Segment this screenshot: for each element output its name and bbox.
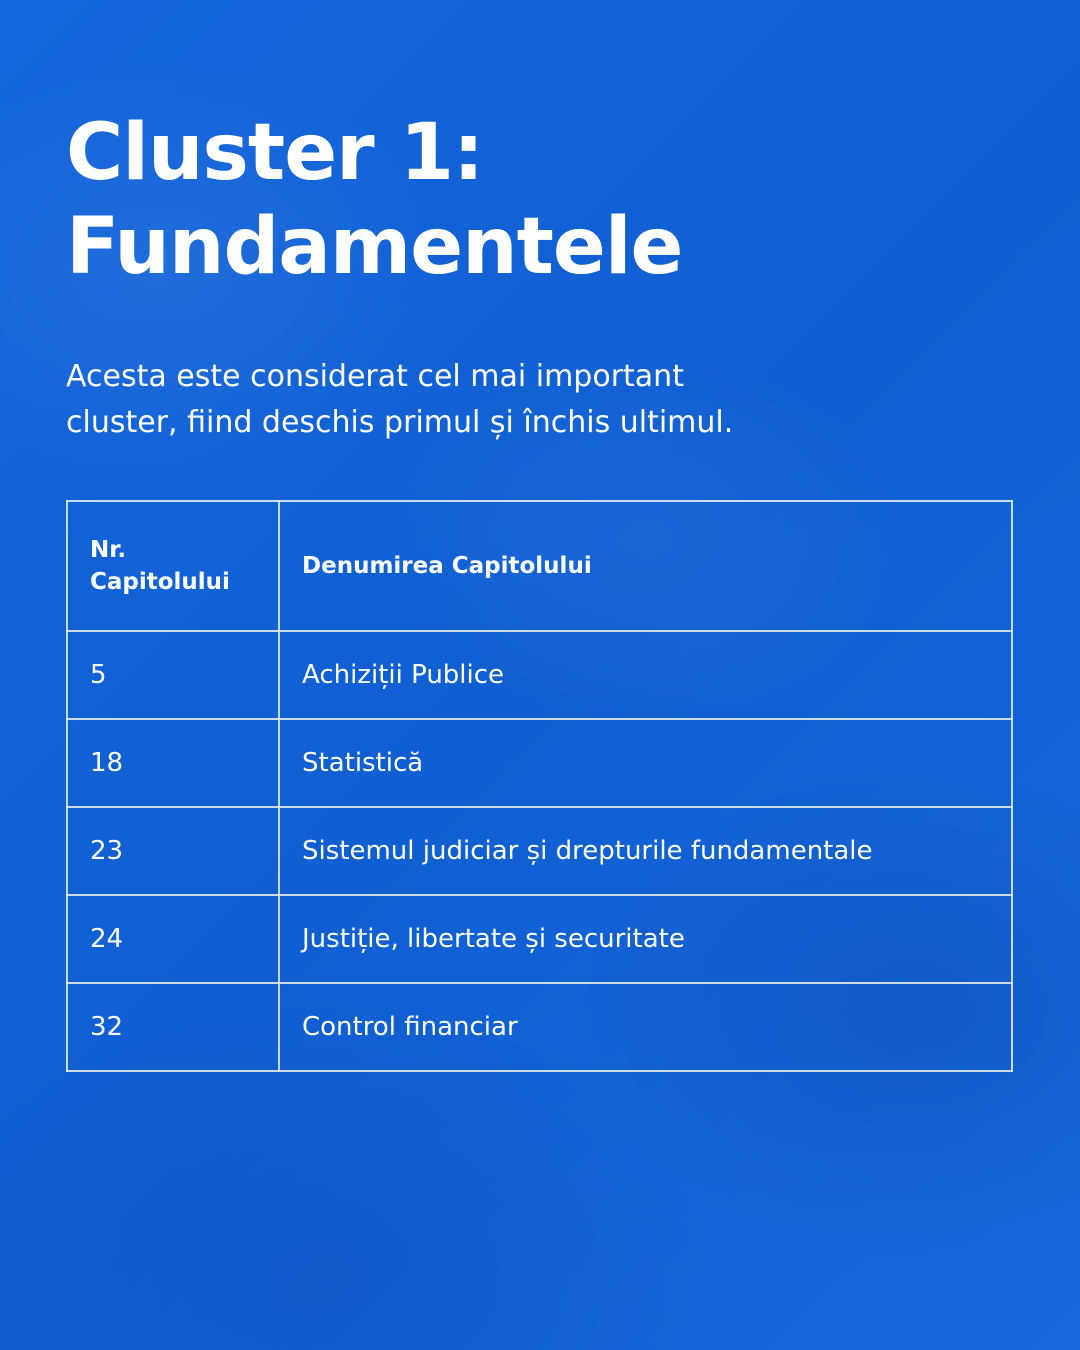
chapter-number: 32 <box>67 983 279 1071</box>
header-number-line-2: Capitolului <box>90 569 230 595</box>
chapter-name: Sistemul judiciar și drepturile fundamentale <box>279 807 1012 895</box>
intro-text <box>66 354 926 446</box>
table-row <box>67 631 1012 719</box>
table-row <box>67 895 1012 983</box>
table-header-row <box>67 501 1012 631</box>
chapter-name: Statistică <box>279 719 1012 807</box>
title-line-1: Cluster 1: <box>66 108 484 198</box>
chapter-number: 24 <box>67 895 279 983</box>
chapter-name: Justiție, libertate și securitate <box>279 895 1012 983</box>
table-row <box>67 719 1012 807</box>
chapter-name: Achiziții Publice <box>279 631 1012 719</box>
chapter-number: 23 <box>67 807 279 895</box>
table-row <box>67 983 1012 1071</box>
header-chapter-name: Denumirea Capitolului <box>279 501 1012 631</box>
page-title <box>66 106 682 294</box>
chapter-number: 5 <box>67 631 279 719</box>
header-chapter-number <box>67 501 279 631</box>
chapter-number: 18 <box>67 719 279 807</box>
chapters-table <box>66 500 1013 1072</box>
intro-line-1: Acesta este considerat cel mai important <box>66 359 684 394</box>
header-number-line-1: Nr. <box>90 537 127 563</box>
title-line-2: Fundamentele <box>66 202 683 292</box>
chapter-name: Control financiar <box>279 983 1012 1071</box>
table-row <box>67 807 1012 895</box>
intro-line-2: cluster, fiind deschis primul și închis ultimul. <box>66 405 734 440</box>
